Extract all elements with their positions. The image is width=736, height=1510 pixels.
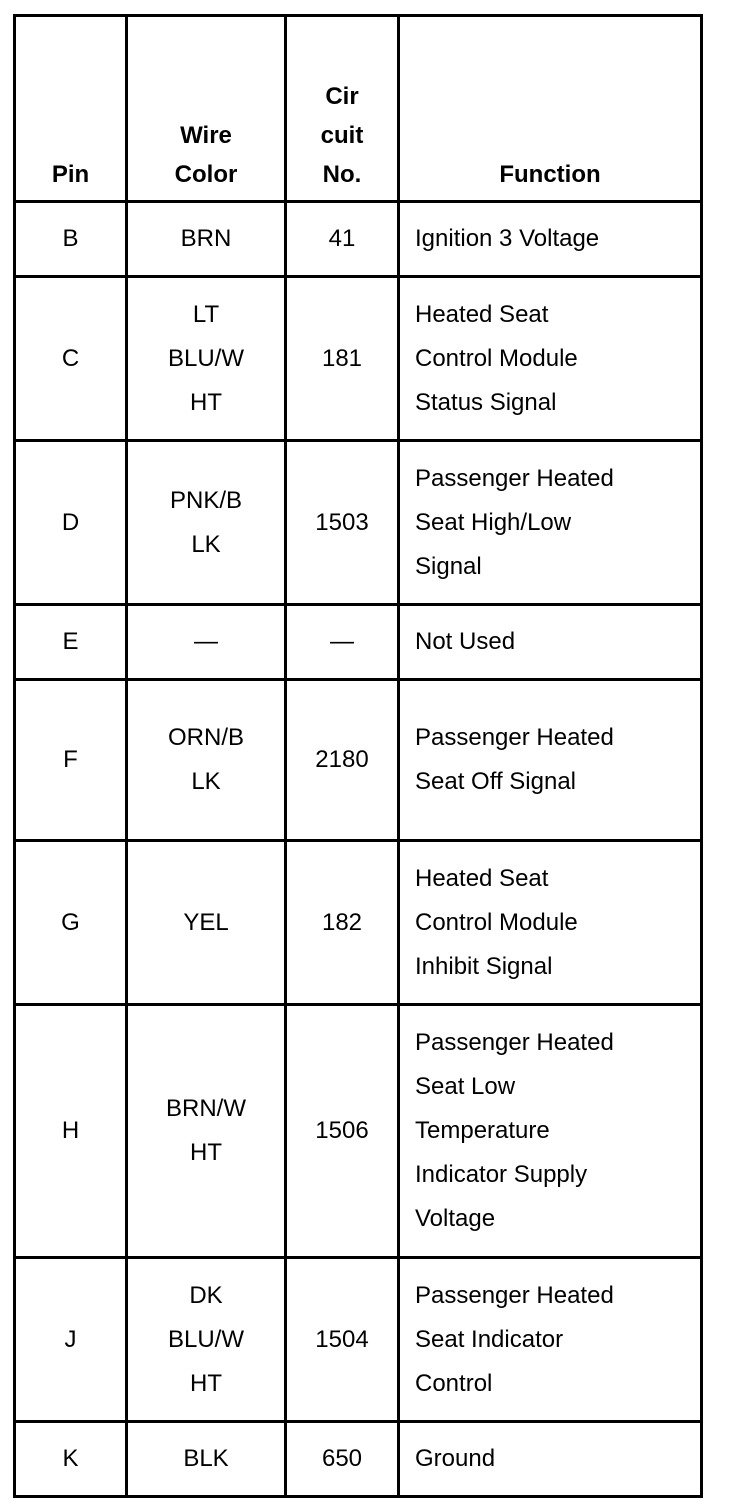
pin-cell — [15, 680, 127, 841]
circuit-cell — [286, 1005, 399, 1258]
table-row — [15, 441, 702, 605]
table-row — [15, 1422, 702, 1497]
cell-line: No. — [322, 161, 362, 188]
cell-line: HT — [190, 1369, 222, 1397]
cell-line: 41 — [328, 225, 356, 252]
cell-line: H — [61, 1117, 80, 1144]
cell-line: Heated Seat — [415, 300, 549, 328]
pin-cell — [15, 1005, 127, 1258]
pin-cell — [15, 841, 127, 1005]
cell-line: 650 — [321, 1445, 363, 1472]
cell-line: Passenger Heated — [415, 1281, 614, 1309]
wire-color-cell — [127, 1258, 286, 1422]
cell-line: cuit — [320, 122, 364, 149]
cell-line: B — [62, 225, 79, 252]
cell-line: J — [64, 1325, 77, 1353]
cell-line: Pin — [51, 161, 90, 188]
cell-line: Not Used — [415, 628, 516, 655]
function-cell — [399, 277, 702, 441]
cell-line: 1503 — [315, 508, 369, 536]
cell-line: Temperature — [415, 1117, 550, 1144]
circuit-cell — [286, 680, 399, 841]
cell-line: Seat High/Low — [415, 508, 572, 536]
pin-cell — [15, 202, 127, 277]
cell-line: Ignition 3 Voltage — [415, 225, 600, 252]
cell-line: 182 — [321, 908, 363, 936]
cell-line: BLU/W — [167, 344, 244, 372]
cell-line: E — [62, 628, 79, 655]
cell-line: 1506 — [315, 1117, 369, 1144]
cell-line: 1504 — [315, 1325, 369, 1353]
circuit-cell — [286, 441, 399, 605]
table-row — [15, 1258, 702, 1422]
header-wire-color — [127, 16, 286, 202]
cell-line: K — [62, 1445, 79, 1472]
connector-pinout-table — [13, 14, 703, 1498]
function-cell — [399, 1258, 702, 1422]
table-row — [15, 202, 702, 277]
cell-line: Control Module — [415, 344, 578, 372]
circuit-cell — [286, 202, 399, 277]
cell-line: HT — [190, 388, 222, 416]
table-row — [15, 680, 702, 841]
pin-cell — [15, 277, 127, 441]
function-cell — [399, 605, 702, 680]
cell-line: Inhibit Signal — [415, 952, 553, 980]
cell-line: Heated Seat — [415, 864, 549, 892]
function-cell — [399, 680, 702, 841]
wire-color-cell — [127, 202, 286, 277]
pin-cell — [15, 605, 127, 680]
cell-line: Seat Low — [415, 1073, 516, 1100]
cell-line: Cir — [325, 83, 359, 110]
circuit-cell — [286, 1258, 399, 1422]
cell-line: Passenger Heated — [415, 1029, 614, 1056]
cell-line: BRN/W — [166, 1095, 246, 1122]
cell-line: LK — [191, 530, 221, 558]
cell-line: ORN/B — [167, 724, 244, 751]
pin-cell — [15, 441, 127, 605]
cell-line: Control — [415, 1369, 493, 1397]
wire-color-cell — [127, 605, 286, 680]
cell-line: D — [61, 508, 80, 536]
cell-line: F — [63, 746, 78, 773]
cell-line: Control Module — [415, 908, 578, 936]
circuit-cell — [286, 605, 399, 680]
cell-line: LT — [192, 300, 220, 328]
cell-line: PNK/B — [169, 486, 243, 514]
cell-line: G — [61, 908, 80, 936]
cell-line: BRN — [180, 225, 232, 252]
cell-line: — — [330, 628, 354, 655]
cell-line: BLK — [183, 1445, 229, 1472]
cell-line: BLU/W — [167, 1325, 244, 1353]
cell-line: Color — [174, 161, 238, 188]
cell-line: Seat Off Signal — [415, 768, 576, 795]
cell-line: Indicator Supply — [415, 1161, 588, 1188]
cell-line: Function — [499, 161, 601, 188]
cell-line: Signal — [415, 552, 482, 580]
cell-line: 181 — [321, 344, 363, 372]
table-row — [15, 841, 702, 1005]
cell-line: Wire — [180, 122, 232, 149]
wire-color-cell — [127, 441, 286, 605]
cell-line: C — [61, 344, 80, 372]
header-row — [15, 16, 702, 202]
cell-line: Ground — [415, 1445, 496, 1472]
wire-color-cell — [127, 680, 286, 841]
cell-line: Passenger Heated — [415, 724, 614, 751]
cell-line: Status Signal — [415, 388, 557, 416]
function-cell — [399, 1005, 702, 1258]
cell-line: HT — [190, 1139, 222, 1166]
function-cell — [399, 441, 702, 605]
table-row — [15, 605, 702, 680]
cell-line: DK — [189, 1281, 223, 1309]
circuit-cell — [286, 841, 399, 1005]
table-row — [15, 277, 702, 441]
pin-cell — [15, 1258, 127, 1422]
header-circuit-no — [286, 16, 399, 202]
cell-line: Voltage — [415, 1205, 496, 1232]
function-cell — [399, 1422, 702, 1497]
circuit-cell — [286, 277, 399, 441]
cell-line: — — [194, 628, 218, 655]
cell-line: Passenger Heated — [415, 464, 614, 492]
header-function — [399, 16, 702, 202]
table-row — [15, 1005, 702, 1258]
wire-color-cell — [127, 1422, 286, 1497]
header-pin — [15, 16, 127, 202]
pin-cell — [15, 1422, 127, 1497]
cell-line: LK — [191, 768, 221, 795]
wire-color-cell — [127, 1005, 286, 1258]
circuit-cell — [286, 1422, 399, 1497]
wire-color-cell — [127, 841, 286, 1005]
wire-color-cell — [127, 277, 286, 441]
cell-line: Seat Indicator — [415, 1325, 564, 1353]
cell-line: YEL — [183, 908, 229, 936]
function-cell — [399, 841, 702, 1005]
function-cell — [399, 202, 702, 277]
cell-line: 2180 — [315, 746, 369, 773]
